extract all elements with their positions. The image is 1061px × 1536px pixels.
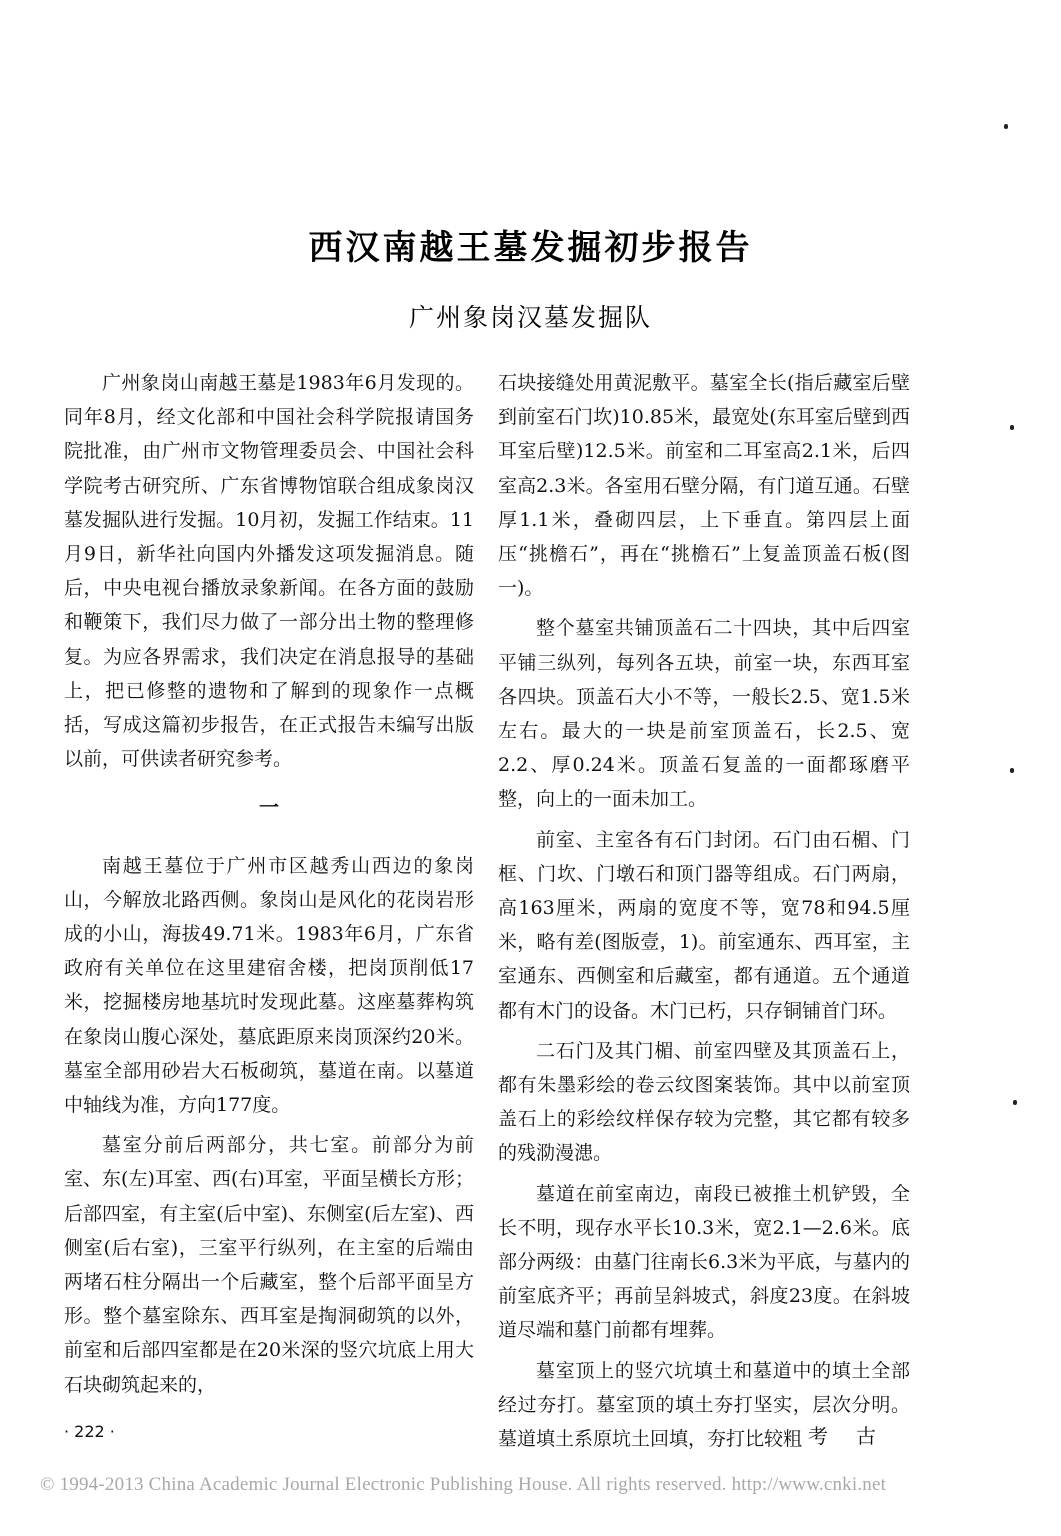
paragraph-location: 南越王墓位于广州市区越秀山西边的象岗山，今解放北路西侧。象岗山是风化的花岗岩形成的小山，海拔49.71米。1983年6月，广东省政府有关单位在这里建宿舍楼，把岗顶削低17米，挖掘楼房地基坑时发现此墓。这座墓葬构筑在象岗山腹心深处，墓底距原来岗顶深约20米。墓室全部用砂岩大石板砌筑，墓道在南。以墓道中轴线为准，方向177度。 bbox=[64, 854, 474, 1117]
page-number: · 222 · bbox=[64, 1422, 115, 1441]
scan-speck bbox=[1004, 124, 1008, 129]
journal-name: 考古 bbox=[808, 1424, 904, 1448]
section-number: 一 bbox=[259, 795, 279, 820]
paragraph-dimensions: 石块接缝处用黄泥敷平。墓室全长(指后藏室后壁到前室石门坎)10.85米，最宽处(东耳室后壁到西耳室后壁)12.5米。前室和二耳室高2.1米，后四室高2.3米。各室用石壁分隔，有门道互通。石壁厚1.1米，叠砌四层，上下垂直。第四层上面压“挑檐石”，再在“挑檐石”上复盖顶盖石板(图一)。 bbox=[498, 372, 910, 600]
left-column bbox=[64, 366, 474, 1408]
paragraph-paintings: 二石门及其门楣、前室四壁及其顶盖石上，都有朱墨彩绘的卷云纹图案装饰。其中以前室顶盖石上的彩绘纹样保存较为完整，其它都有较多的残泐漫漶。 bbox=[498, 1039, 910, 1165]
paragraph-intro: 广州象岗山南越王墓是1983年6月发现的。同年8月，经文化部和中国社会科学院报请国务院批准，由广州市文物管理委员会、中国社会科学院考古研究所、广东省博物馆联合组成象岗汉墓发掘队进行发掘。10月初，发掘工作结束。11月9日，新华社向国内外播发这项发掘消息。随后，中央电视台播放录象新闻。在各方面的鼓励和鞭策下，我们尽力做了一部分出土物的整理修复。为应各界需求，我们决定在消息报导的基础上，把已修整的遗物和了解到的现象作一点概括，写成这篇初步报告，在正式报告未编写出版以前，可供读者研究参考。 bbox=[64, 372, 474, 771]
paragraph-roof-stones: 整个墓室共铺顶盖石二十四块，其中后四室平铺三纵列，每列各五块，前室一块，东西耳室各四块。顶盖石大小不等，一般长2.5、宽1.5米左右。最大的一块是前室顶盖石，长2.5、宽2.2、厚0.24米。顶盖石复盖的一面都琢磨平整，向上的一面未加工。 bbox=[498, 617, 910, 811]
paragraph-chambers: 墓室分前后两部分，共七室。前部分为前室、东(左)耳室、西(右)耳室，平面呈横长方形；后部四室，有主室(后中室)、东侧室(后左室)、西侧室(后右室)，三室平行纵列，在主室的后端由两堵石柱分隔出一个后藏室，整个后部平面呈方形。整个墓室除东、西耳室是掏洞砌筑的以外，前室和后部四室都是在20米深的竖穴坑底上用大石块砌筑起来的， bbox=[64, 1134, 474, 1396]
copyright-notice: © 1994-2013 China Academic Journal Electronic Publishing House. All rights reserved. http://www.cnki.net bbox=[40, 1474, 887, 1495]
paragraph-fill-soil: 墓室顶上的竖穴坑填土和墓道中的填土全部经过夯打。墓室顶的填土夯打坚实，层次分明。墓道填土系原坑土回填，夯打比较粗 bbox=[498, 1359, 910, 1451]
paragraph-stone-doors: 前室、主室各有石门封闭。石门由石楣、门框、门坎、门墩石和顶门器等组成。石门两扇，高163厘米，两扇的宽度不等，宽78和94.5厘米，略有差(图版壹，1)。前室通东、西耳室，主室通东、西侧室和后藏室，都有通道。五个通道都有木门的设备。木门已朽，只存铜铺首门环。 bbox=[498, 828, 910, 1022]
paragraph-tomb-passage: 墓道在前室南边，南段已被推土机铲毁，全长不明，现存水平长10.3米，宽2.1—2.6米。底部分两级：由墓门往南长6.3米为平底，与墓内的前室底齐平；再前呈斜坡式，斜度23度。在斜坡道尽端和墓门前都有埋葬。 bbox=[498, 1182, 910, 1342]
article-title: 西汉南越王墓发掘初步报告 bbox=[308, 228, 753, 268]
right-column bbox=[498, 366, 910, 1462]
article-author: 广州象岗汉墓发掘队 bbox=[408, 303, 652, 332]
scan-speck bbox=[1010, 768, 1014, 773]
scan-speck bbox=[1013, 1100, 1017, 1105]
scan-speck bbox=[1010, 425, 1014, 430]
